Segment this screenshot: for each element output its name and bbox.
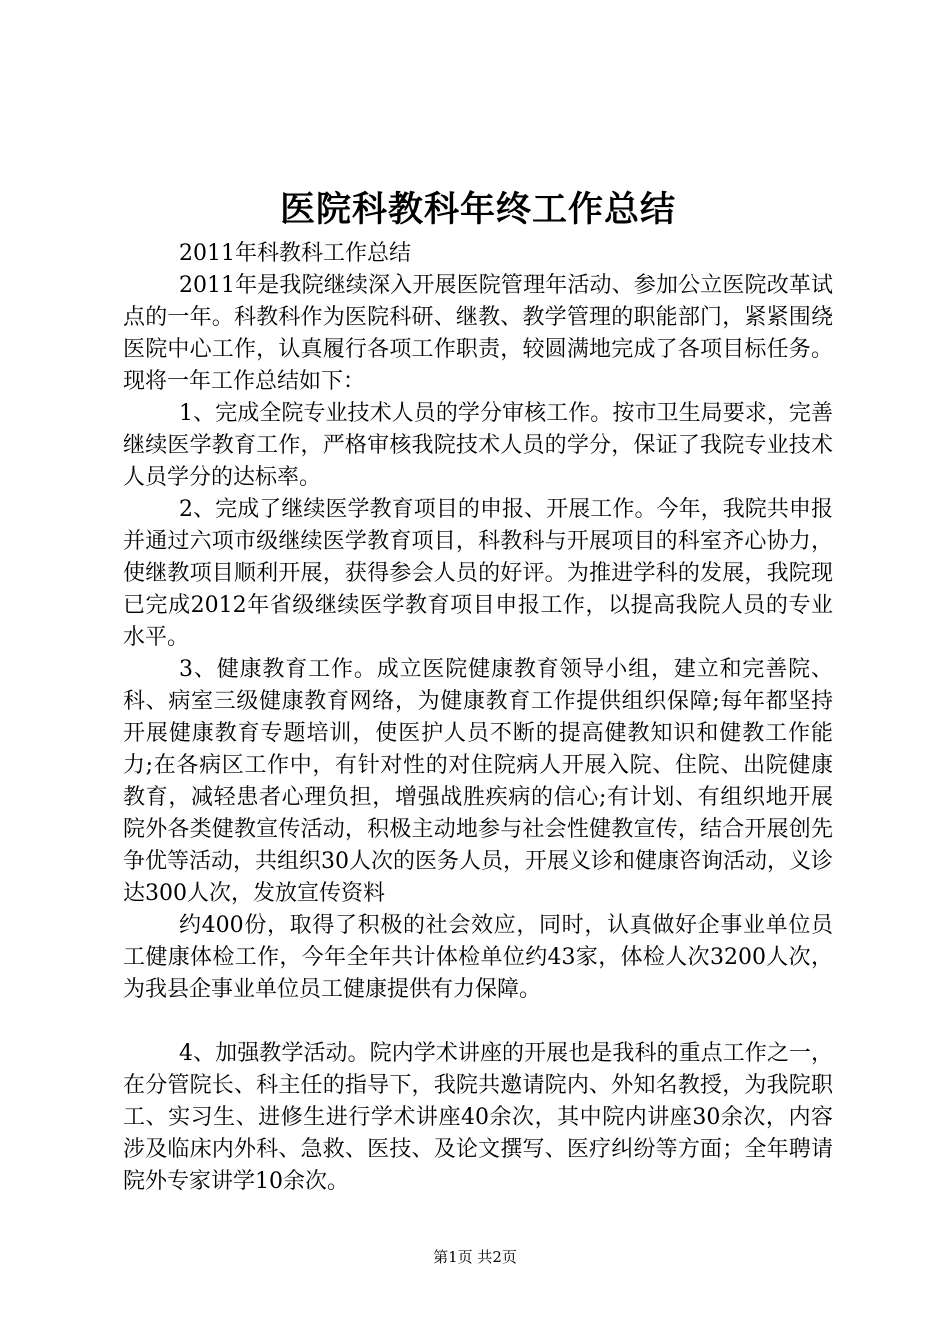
- paragraph-intro: 2011年是我院继续深入开展医院管理年活动、参加公立医院改革试点的一年。科教科作为医院科研、继教、教学管理的职能部门，紧紧围绕医院中心工作，认真履行各项工作职责，较圆满地完成了各项目标任务。现将一年工作总结如下：: [123, 273, 833, 394]
- paragraph-item-3-continued: 约400份，取得了积极的社会效应，同时，认真做好企事业单位员工健康体检工作，今年全年共计体检单位约43家，体检人次3200人次，为我县企事业单位员工健康提供有力保障。: [123, 913, 833, 1002]
- document-title: 医院科教科年终工作总结: [279, 189, 676, 230]
- paragraph-item-4: 4、加强教学活动。院内学术讲座的开展也是我科的重点工作之一，在分管院长、科主任的指导下，我院共邀请院内、外知名教授，为我院职工、实习生、进修生进行学术讲座40余次，其中院内讲座30余次，内容涉及临床内外科、急救、医技、及论文撰写、医疗纠纷等方面；全年聘请院外专家讲学10余次。: [123, 1041, 833, 1194]
- paragraph-gap: [123, 1006, 833, 1038]
- paragraph-item-3: 3、健康教育工作。成立医院健康教育领导小组，建立和完善院、科、病室三级健康教育网络，为健康教育工作提供组织保障;每年都坚持开展健康教育专题培训，使医护人员不断的提高健教知识和健教工作能力;在各病区工作中，有针对性的对住院病人开展入院、住院、出院健康教育，减轻患者心理负担，增强战胜疾病的信心;有计划、有组织地开展院外各类健教宣传活动，积极主动地参与社会性健教宣传，结合开展创先争优等活动，共组织30人次的医务人员，开展义诊和健康咨询活动，义诊达300人次，发放宣传资料: [123, 657, 833, 906]
- paragraph-item-2: 2、完成了继续医学教育项目的申报、开展工作。今年，我院共申报并通过六项市级继续医学教育项目，科教科与开展项目的科室齐心协力，使继教项目顺利开展，获得参会人员的好评。为推进学科的发展，我院现已完成2012年省级继续医学教育项目申报工作，以提高我院人员的专业水平。: [123, 497, 833, 650]
- page-footer: 第1页 共2页: [433, 1248, 517, 1266]
- paragraph-item-1: 1、完成全院专业技术人员的学分审核工作。按市卫生局要求，完善继续医学教育工作，严格审核我院技术人员的学分，保证了我院专业技术人员学分的达标率。: [123, 401, 833, 490]
- document-subtitle: 2011年科教科工作总结: [179, 241, 411, 266]
- document-page: [123, 186, 833, 1198]
